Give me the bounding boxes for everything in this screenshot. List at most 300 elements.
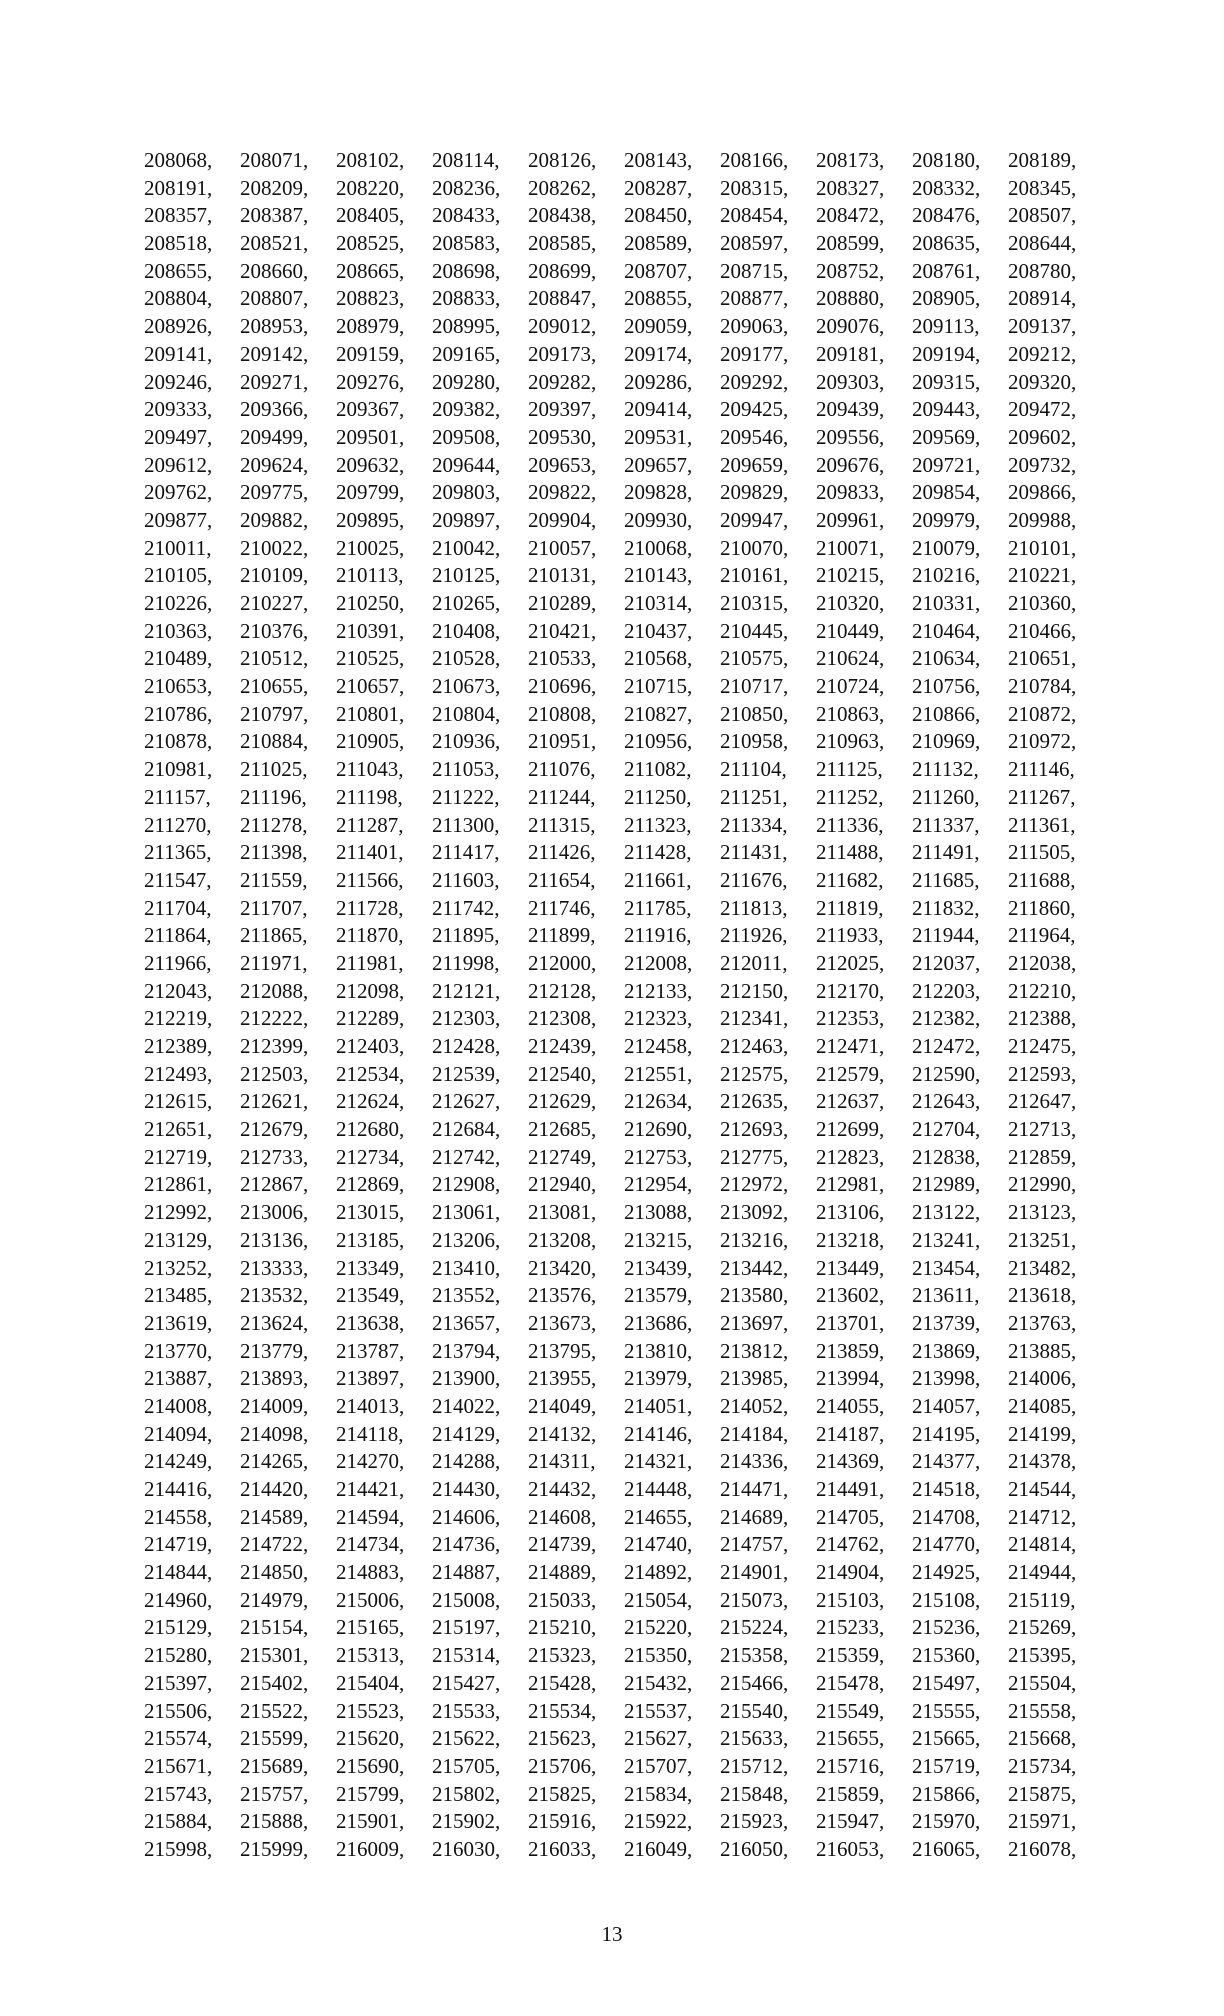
number-entry: 214377, xyxy=(912,1449,981,1474)
number-entry: 213241, xyxy=(912,1227,981,1252)
number-entry: 213794, xyxy=(432,1338,501,1363)
number-entry: 215466, xyxy=(720,1670,789,1695)
number-entry: 212624, xyxy=(336,1089,405,1114)
number-entry: 214008, xyxy=(144,1393,213,1418)
number-entry: 212615, xyxy=(144,1089,213,1114)
number-entry: 211250, xyxy=(624,784,692,809)
number-entry: 213697, xyxy=(720,1310,789,1335)
number-entry: 208585, xyxy=(528,231,597,256)
number-entry: 214712, xyxy=(1008,1504,1077,1529)
number-entry: 208071, xyxy=(240,148,309,172)
number-entry: 212203, xyxy=(912,978,981,1003)
number-entry: 212043, xyxy=(144,978,213,1003)
number-entry: 211252, xyxy=(816,784,884,809)
number-entry: 210951, xyxy=(528,729,597,754)
number-entry: 210956, xyxy=(624,729,693,754)
number-entry: 212037, xyxy=(912,950,981,975)
number-entry: 213955, xyxy=(528,1366,597,1391)
number-entry: 209732, xyxy=(1008,452,1077,477)
number-entry: 209854, xyxy=(912,480,981,505)
number-entry: 212210, xyxy=(1008,978,1077,1003)
number-entry: 212534, xyxy=(336,1061,405,1086)
number-entry: 214129, xyxy=(432,1421,501,1446)
number-entry: 213795, xyxy=(528,1338,597,1363)
number-entry: 211125, xyxy=(816,757,883,782)
number-entry: 210360, xyxy=(1008,591,1077,615)
number-entry: 215549, xyxy=(816,1698,885,1723)
number-entry: 208209, xyxy=(240,175,309,200)
number-entry: 212680, xyxy=(336,1117,405,1142)
number-entry: 210070, xyxy=(720,535,789,560)
number-entry: 212690, xyxy=(624,1117,693,1142)
number-entry: 214889, xyxy=(528,1560,597,1585)
number-entry: 215555, xyxy=(912,1698,981,1723)
number-entry: 209530, xyxy=(528,424,597,449)
number-entry: 214022, xyxy=(432,1393,501,1418)
number-entry: 212150, xyxy=(720,978,789,1003)
number-entry: 208715, xyxy=(720,258,789,283)
number-entry: 209897, xyxy=(432,507,501,532)
number-entry: 209425, xyxy=(720,397,789,422)
number-entry: 211832, xyxy=(912,895,980,920)
number-entry: 214844, xyxy=(144,1560,213,1585)
number-entry: 208114, xyxy=(432,148,500,172)
number-entry: 212389, xyxy=(144,1034,213,1058)
number-entry: 215558, xyxy=(1008,1698,1077,1723)
number-entry: 209653, xyxy=(528,452,597,477)
number-entry: 215671, xyxy=(144,1753,213,1778)
number-entry: 213763, xyxy=(1008,1310,1077,1335)
number-entry: 211547, xyxy=(144,867,212,892)
number-entry: 213576, xyxy=(528,1283,597,1308)
number-entry: 208102, xyxy=(336,148,405,172)
number-entry: 209443, xyxy=(912,397,981,422)
number-entry: 211964, xyxy=(1008,923,1076,948)
number-entry: 215314, xyxy=(432,1643,501,1668)
number-entry: 213122, xyxy=(912,1200,981,1225)
number-entry: 215888, xyxy=(240,1809,309,1834)
number-entry: 213869, xyxy=(912,1338,981,1363)
number-entry: 210958, xyxy=(720,729,789,754)
number-entry: 212222, xyxy=(240,1006,309,1031)
number-entry: 208189, xyxy=(1008,148,1077,172)
number-entry: 214288, xyxy=(432,1449,501,1474)
number-entry: 214098, xyxy=(240,1421,309,1446)
number-entry: 212403, xyxy=(336,1034,405,1058)
number-entry: 210437, xyxy=(624,618,693,643)
number-entry: 211707, xyxy=(240,895,308,920)
number-entry: 209531, xyxy=(624,424,693,449)
number-entry: 212869, xyxy=(336,1172,405,1197)
number-entry: 214336, xyxy=(720,1449,789,1474)
number-entry: 212733, xyxy=(240,1144,309,1169)
number-entry: 215313, xyxy=(336,1643,405,1668)
number-entry: 212341, xyxy=(720,1006,789,1031)
number-entry: 210657, xyxy=(336,674,405,699)
number-entry: 214420, xyxy=(240,1477,309,1501)
number-entry: 208525, xyxy=(336,231,405,256)
number-entry: 215574, xyxy=(144,1726,213,1751)
number-entry: 209624, xyxy=(240,452,309,477)
number-entry: 209303, xyxy=(816,369,885,394)
number-entry: 209177, xyxy=(720,341,789,366)
number-entry: 214132, xyxy=(528,1421,597,1446)
number-entry: 208752, xyxy=(816,258,885,283)
number-entry: 215668, xyxy=(1008,1726,1077,1751)
number-entry: 210969, xyxy=(912,729,981,754)
number-entry: 215233, xyxy=(816,1615,885,1640)
number-entry: 214944, xyxy=(1008,1560,1077,1585)
number-entry: 212323, xyxy=(624,1006,693,1031)
number-entry: 208068, xyxy=(144,148,213,172)
number-entry: 213442, xyxy=(720,1255,789,1280)
number-entry: 212539, xyxy=(432,1061,501,1086)
number-entry: 210624, xyxy=(816,646,885,671)
number-entry: 214925, xyxy=(912,1560,981,1585)
number-entry: 213349, xyxy=(336,1255,405,1280)
number-entry: 212439, xyxy=(528,1034,597,1058)
number-entry: 211157, xyxy=(144,784,211,809)
number-entry: 215712, xyxy=(720,1753,789,1778)
number-entry: 215902, xyxy=(432,1809,501,1834)
number-entry: 215690, xyxy=(336,1753,405,1778)
number-entry: 209382, xyxy=(432,397,501,422)
number-entry: 216030, xyxy=(432,1836,501,1861)
number-entry: 214146, xyxy=(624,1421,693,1446)
number-entry: 212038, xyxy=(1008,950,1077,975)
number-entry: 209569, xyxy=(912,424,981,449)
number-entry: 213136, xyxy=(240,1227,309,1252)
number-entry: 211491, xyxy=(912,840,980,865)
number-entry: 215537, xyxy=(624,1698,693,1723)
number-entry: 210391, xyxy=(336,618,405,643)
number-entry: 213893, xyxy=(240,1366,309,1391)
number-entry: 212493, xyxy=(144,1061,213,1086)
number-entry: 210528, xyxy=(432,646,501,671)
number-entry: 213420, xyxy=(528,1255,597,1280)
number-entry: 210221, xyxy=(1008,563,1077,588)
number-entry: 213215, xyxy=(624,1227,693,1252)
number-entry: 212353, xyxy=(816,1006,885,1031)
number-entry: 210568, xyxy=(624,646,693,671)
number-entry: 208166, xyxy=(720,148,789,172)
number-entry: 214608, xyxy=(528,1504,597,1529)
number-entry: 215220, xyxy=(624,1615,693,1640)
number-entry: 215875, xyxy=(1008,1781,1077,1806)
number-entry: 214558, xyxy=(144,1504,213,1529)
number-entry: 214979, xyxy=(240,1587,309,1612)
number-entry: 210673, xyxy=(432,674,501,699)
number-entry: 211251, xyxy=(720,784,788,809)
number-entry: 208995, xyxy=(432,314,501,339)
number-entry: 213580, xyxy=(720,1283,789,1308)
number-entry: 208847, xyxy=(528,286,597,311)
number-entry: 209657, xyxy=(624,452,693,477)
number-entry: 214739, xyxy=(528,1532,597,1557)
number-entry: 208707, xyxy=(624,258,693,283)
number-entry: 213579, xyxy=(624,1283,693,1308)
number-entry: 214369, xyxy=(816,1449,885,1474)
number-entry: 214448, xyxy=(624,1477,693,1501)
number-entry: 209904, xyxy=(528,507,597,532)
number-entry: 209833, xyxy=(816,480,885,505)
number-entry: 214094, xyxy=(144,1421,213,1446)
number-entry: 215633, xyxy=(720,1726,789,1751)
number-entry: 208476, xyxy=(912,203,981,228)
number-entry: 213638, xyxy=(336,1310,405,1335)
number-entry: 215622, xyxy=(432,1726,501,1751)
number-entry: 213439, xyxy=(624,1255,693,1280)
number-entry: 214883, xyxy=(336,1560,405,1585)
number-entry: 211944, xyxy=(912,923,980,948)
number-entry: 208804, xyxy=(144,286,213,311)
number-entry: 212008, xyxy=(624,950,693,975)
number-entry: 208220, xyxy=(336,175,405,200)
number-entry: 214432, xyxy=(528,1477,597,1501)
number-entry: 210068, xyxy=(624,535,693,560)
number-entry: 214416, xyxy=(144,1477,213,1501)
number-entry: 213602, xyxy=(816,1283,885,1308)
number-entry: 210113, xyxy=(336,563,404,588)
number-entry: 208914, xyxy=(1008,286,1077,311)
number-entry: 213449, xyxy=(816,1255,885,1280)
number-entry: 213611, xyxy=(912,1283,980,1308)
number-entry: 212088, xyxy=(240,978,309,1003)
number-entry: 215269, xyxy=(1008,1615,1077,1640)
number-entry: 213994, xyxy=(816,1366,885,1391)
number-entry: 212753, xyxy=(624,1144,693,1169)
number-entry: 211198, xyxy=(336,784,403,809)
number-entry: 211278, xyxy=(240,812,308,837)
number-entry: 208405, xyxy=(336,203,405,228)
number-entry: 213088, xyxy=(624,1200,693,1225)
number-entry: 209159, xyxy=(336,341,405,366)
number-entry: 209397, xyxy=(528,397,597,422)
number-entry: 209366, xyxy=(240,397,309,422)
number-entry: 209612, xyxy=(144,452,213,477)
number-entry: 211813, xyxy=(720,895,788,920)
number-entry: 211025, xyxy=(240,757,308,782)
number-entry: 215706, xyxy=(528,1753,597,1778)
number-entry: 209076, xyxy=(816,314,885,339)
number-entry: 215916, xyxy=(528,1809,597,1834)
number-entry: 210445, xyxy=(720,618,789,643)
number-entry: 215866, xyxy=(912,1781,981,1806)
number-entry: 212025, xyxy=(816,950,885,975)
number-entry: 209414, xyxy=(624,397,693,422)
number-entry: 212308, xyxy=(528,1006,597,1031)
number-entry: 213549, xyxy=(336,1283,405,1308)
number-entry: 209173, xyxy=(528,341,597,366)
number-entry: 213979, xyxy=(624,1366,693,1391)
number-entry: 209508, xyxy=(432,424,501,449)
number-entry: 209333, xyxy=(144,397,213,422)
number-entry: 210331, xyxy=(912,591,981,615)
number-entry: 210804, xyxy=(432,701,501,726)
number-entry: 213482, xyxy=(1008,1255,1077,1280)
number-entry: 215599, xyxy=(240,1726,309,1751)
number-entry: 208518, xyxy=(144,231,213,256)
number-entry: 209165, xyxy=(432,341,501,366)
number-entry: 215033, xyxy=(528,1587,597,1612)
number-entry: 215350, xyxy=(624,1643,693,1668)
number-entry: 213208, xyxy=(528,1227,597,1252)
number-entry: 211654, xyxy=(528,867,596,892)
number-entry: 210320, xyxy=(816,591,885,615)
number-entry: 214606, xyxy=(432,1504,501,1529)
number-entry: 212981, xyxy=(816,1172,885,1197)
number-entry: 215103, xyxy=(816,1587,885,1612)
number-entry: 213206, xyxy=(432,1227,501,1252)
number-entry: 211566, xyxy=(336,867,404,892)
number-entry: 214057, xyxy=(912,1393,981,1418)
number-entry: 215834, xyxy=(624,1781,693,1806)
number-entry: 215757, xyxy=(240,1781,309,1806)
number-entry: 208823, xyxy=(336,286,405,311)
number-entry: 212989, xyxy=(912,1172,981,1197)
number-entry: 214757, xyxy=(720,1532,789,1557)
number-entry: 211267, xyxy=(1008,784,1076,809)
number-entry: 213787, xyxy=(336,1338,405,1363)
number-entry: 215620, xyxy=(336,1726,405,1751)
number-entry: 209501, xyxy=(336,424,405,449)
number-entry: 213624, xyxy=(240,1310,309,1335)
number-entry: 212289, xyxy=(336,1006,405,1031)
number-entry: 214265, xyxy=(240,1449,309,1474)
number-entry: 213532, xyxy=(240,1283,309,1308)
number-entry: 214518, xyxy=(912,1477,981,1501)
number-entry: 215947, xyxy=(816,1809,885,1834)
number-entry: 210421, xyxy=(528,618,597,643)
number-entry: 211361, xyxy=(1008,812,1076,837)
number-entry: 215734, xyxy=(1008,1753,1077,1778)
number-entry: 212699, xyxy=(816,1117,885,1142)
number-entry: 210651, xyxy=(1008,646,1077,671)
number-entry: 212463, xyxy=(720,1034,789,1058)
number-entry: 215301, xyxy=(240,1643,309,1668)
number-entry: 208855, xyxy=(624,286,693,311)
number-entry: 213015, xyxy=(336,1200,405,1225)
number-entry: 213106, xyxy=(816,1200,885,1225)
number-entry: 215522, xyxy=(240,1698,309,1723)
number-entry: 210226, xyxy=(144,591,213,615)
number-entry: 211076, xyxy=(528,757,596,782)
number-entry: 211053, xyxy=(432,757,500,782)
number-entry: 211043, xyxy=(336,757,404,782)
number-entry: 209882, xyxy=(240,507,309,532)
number-entry: 215119, xyxy=(1008,1587,1076,1612)
number-entry: 209246, xyxy=(144,369,213,394)
number-entry: 210717, xyxy=(720,674,789,699)
number-entry: 212713, xyxy=(1008,1117,1077,1142)
number-entry: 209659, xyxy=(720,452,789,477)
number-entry: 208880, xyxy=(816,286,885,311)
number-entry: 212540, xyxy=(528,1061,597,1086)
number-entry: 210315, xyxy=(720,591,789,615)
number-entry: 211146, xyxy=(1008,757,1075,782)
number-entry: 213887, xyxy=(144,1366,213,1391)
number-list xyxy=(144,147,1104,1864)
number-entry: 211260, xyxy=(912,784,980,809)
number-entry: 212685, xyxy=(528,1117,597,1142)
number-entry: 208953, xyxy=(240,314,309,339)
number-entry: 212634, xyxy=(624,1089,693,1114)
number-entry: 214850, xyxy=(240,1560,309,1585)
number-entry: 215404, xyxy=(336,1670,405,1695)
number-entry: 214892, xyxy=(624,1560,693,1585)
number-entry: 210215, xyxy=(816,563,885,588)
number-entry: 209174, xyxy=(624,341,693,366)
number-entry: 210797, xyxy=(240,701,309,726)
number-entry: 215506, xyxy=(144,1698,213,1723)
number-entry: 211865, xyxy=(240,923,308,948)
number-entry: 211398, xyxy=(240,840,308,865)
number-entry: 215236, xyxy=(912,1615,981,1640)
number-entry: 213619, xyxy=(144,1310,213,1335)
number-entry: 211661, xyxy=(624,867,692,892)
number-entry: 208877, xyxy=(720,286,789,311)
number-entry: 213006, xyxy=(240,1200,309,1225)
number-entry: 213701, xyxy=(816,1310,885,1335)
number-entry: 215108, xyxy=(912,1587,981,1612)
number-entry: 213859, xyxy=(816,1338,885,1363)
number-entry: 212388, xyxy=(1008,1006,1077,1031)
number-entry: 212621, xyxy=(240,1089,309,1114)
number-entry: 211864, xyxy=(144,923,212,948)
number-entry: 213216, xyxy=(720,1227,789,1252)
number-entry: 215008, xyxy=(432,1587,501,1612)
number-entry: 209775, xyxy=(240,480,309,505)
number-entry: 209137, xyxy=(1008,314,1077,339)
number-entry: 215395, xyxy=(1008,1643,1077,1668)
number-entry: 210250, xyxy=(336,591,405,615)
number-entry: 213552, xyxy=(432,1283,501,1308)
number-entry: 211428, xyxy=(624,840,692,865)
number-entry: 216053, xyxy=(816,1836,885,1861)
number-entry: 211488, xyxy=(816,840,884,865)
number-entry: 212629, xyxy=(528,1089,597,1114)
number-entry: 215432, xyxy=(624,1670,693,1695)
number-entry: 214471, xyxy=(720,1477,789,1501)
number-entry: 212908, xyxy=(432,1172,501,1197)
number-entry: 213998, xyxy=(912,1366,981,1391)
number-entry: 212382, xyxy=(912,1006,981,1031)
number-entry: 210079, xyxy=(912,535,981,560)
number-entry: 215848, xyxy=(720,1781,789,1806)
number-entry: 214544, xyxy=(1008,1477,1077,1501)
number-entry: 208387, xyxy=(240,203,309,228)
number-entry: 209194, xyxy=(912,341,981,366)
number-entry: 209556, xyxy=(816,424,885,449)
number-entry: 212503, xyxy=(240,1061,309,1086)
number-entry: 210575, xyxy=(720,646,789,671)
number-entry: 212128, xyxy=(528,978,597,1003)
number-entry: 212590, xyxy=(912,1061,981,1086)
number-entry: 211860, xyxy=(1008,895,1076,920)
number-entry: 211431, xyxy=(720,840,788,865)
number-entry: 208833, xyxy=(432,286,501,311)
number-entry: 214249, xyxy=(144,1449,213,1474)
number-entry: 215743, xyxy=(144,1781,213,1806)
number-entry: 210801, xyxy=(336,701,405,726)
number-entry: 208345, xyxy=(1008,175,1077,200)
number-entry: 211676, xyxy=(720,867,788,892)
number-entry: 208450, xyxy=(624,203,693,228)
number-entry: 209063, xyxy=(720,314,789,339)
number-entry: 212734, xyxy=(336,1144,405,1169)
number-entry: 213410, xyxy=(432,1255,501,1280)
number-entry: 210227, xyxy=(240,591,309,615)
